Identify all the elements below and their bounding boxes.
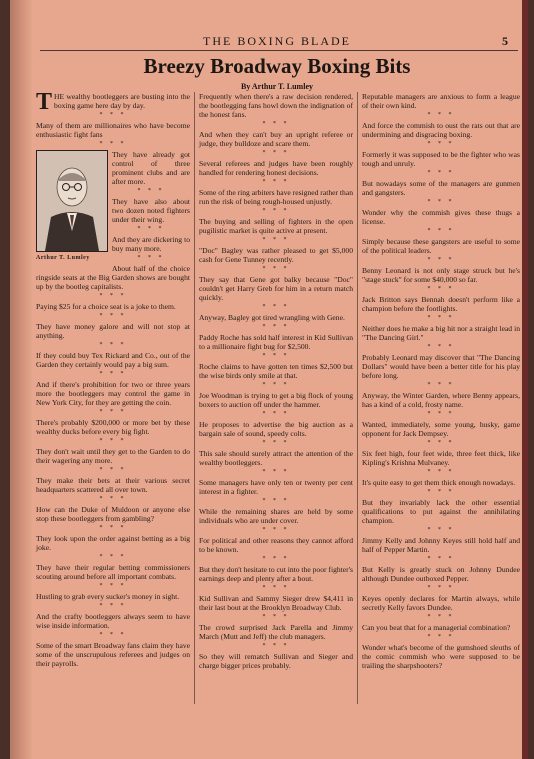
paragraph: For political and other reasons they cannot afford to be known. xyxy=(199,536,353,554)
paragraph: Paying $25 for a choice seat is a joke to them. xyxy=(36,302,176,311)
separator-stars: * * * xyxy=(427,382,455,388)
paragraph: There's probably $200,000 or more bet by these wealthy ducks before every big fight. xyxy=(36,418,190,436)
separator-stars: * * * xyxy=(427,440,455,446)
page-binding xyxy=(10,0,32,759)
paragraph: Some of the smart Broadway fans claim they have some of the unscrupulous referees and judges on their payrolls. xyxy=(36,641,190,668)
column-divider xyxy=(194,92,195,704)
separator-stars: * * * xyxy=(99,496,127,502)
separator-stars: * * * xyxy=(262,411,290,417)
column-1 xyxy=(36,89,190,670)
column-divider xyxy=(357,92,358,704)
separator-stars: * * * xyxy=(99,467,127,473)
paragraph: Several referees and judges have been roughly handled for rendering honest decisions. xyxy=(199,159,353,177)
paragraph: And if there's prohibition for two or three years more the bootleggers may control the game in New York City, for they are getting the coin. xyxy=(36,380,190,407)
separator-stars: * * * xyxy=(262,440,290,446)
paragraph: About half of the choice ringside seats at the Big Garden shows are bought up by the bootleg capitalists. xyxy=(36,264,190,291)
separator-stars: * * * xyxy=(99,313,127,319)
separator-stars: * * * xyxy=(427,199,455,205)
paragraph: It's quite easy to get them thick enough nowadays. xyxy=(362,478,515,487)
paragraph: Six feet high, four feet wide, three feet thick, like Kipling's Krishna Mulvaney. xyxy=(362,449,520,467)
article-title: Breezy Broadway Boxing Bits xyxy=(143,54,411,78)
paragraph: They have also about two dozen noted fighters under their wing. xyxy=(112,197,190,224)
separator-stars: * * * xyxy=(99,342,127,348)
paragraph: They make their bets at their various secret headquarters scattered all over town. xyxy=(36,476,190,494)
paragraph: Many of them are millionaires who have become enthusiastic fight fans xyxy=(36,121,190,139)
paragraph: Anyway, Bagley got tired wrangling with Gene. xyxy=(199,313,345,322)
paragraph: "Doc" Bagley was rather pleased to get $5,000 cash for Gene Tunney recently. xyxy=(199,246,353,264)
separator-stars: * * * xyxy=(99,603,127,609)
author-photo-block xyxy=(36,150,108,263)
header-rule xyxy=(40,50,518,51)
separator-stars: * * * xyxy=(427,556,455,562)
separator-stars: * * * xyxy=(99,409,127,415)
opening-paragraph xyxy=(36,89,190,115)
paragraph: Wanted, immediately, some young, husky, game opponent for Jack Dempsey. xyxy=(362,420,520,438)
separator-stars: * * * xyxy=(427,112,455,118)
column-3 xyxy=(362,92,520,672)
paragraph: And force the commish to oust the rats out that are undermining and disgracing boxing. xyxy=(362,121,520,139)
paragraph: They look upon the order against betting as a big joke. xyxy=(36,534,190,552)
separator-stars: * * * xyxy=(262,498,290,504)
separator-stars: * * * xyxy=(99,438,127,444)
separator-stars: * * * xyxy=(137,255,165,261)
paragraph: Frequently when there's a raw decision rendered, the bootlegging fans howl down the indignation of the honest fans. xyxy=(199,92,353,119)
column-1-rest xyxy=(36,264,190,668)
paragraph: Benny Leonard is not only stage struck but he's "stage stuck" for some $40,000 so far. xyxy=(362,266,520,284)
paragraph: So they will rematch Sullivan and Sieger and charge bigger prices probably. xyxy=(199,652,353,670)
separator-stars: * * * xyxy=(137,188,165,194)
page-number: 5 xyxy=(502,34,510,48)
paragraph: Formerly it was supposed to be the fighter who was tough and unruly. xyxy=(362,150,520,168)
separator-stars: * * * xyxy=(262,353,290,359)
magazine-title: THE BOXING BLADE xyxy=(203,34,351,48)
paragraph: And they are dickering to buy many more. xyxy=(112,235,190,253)
separator-stars: * * * xyxy=(99,293,127,299)
separator-stars: * * * xyxy=(262,382,290,388)
separator-stars: * * * xyxy=(427,489,455,495)
separator-stars: * * * xyxy=(262,585,290,591)
paragraph: But they don't hesitate to cut into the poor fighter's earnings deep and plenty after a bout. xyxy=(199,565,353,583)
separator-stars: * * * xyxy=(262,266,290,272)
separator-stars: * * * xyxy=(427,228,455,234)
paragraph: Probably Leonard may discover that "The Dancing Dollars" would have been a better title for his play before long. xyxy=(362,353,520,380)
separator-stars: * * * xyxy=(137,226,165,232)
paragraph: Some of the ring arbiters have resigned rather than run the risk of being rough-housed unjustly. xyxy=(199,188,353,206)
paragraph: Joe Woodman is trying to get a big flock of young boxers to auction off under the hammer. xyxy=(199,391,353,409)
paragraph: Keyes openly declares for Martin always, while secretly Kelly favors Dundee. xyxy=(362,594,520,612)
paragraph: Anyway, the Winter Garden, where Benny appears, has a kind of a cold, frosty name. xyxy=(362,391,520,409)
paragraph: Hustling to grab every sucker's money in sight. xyxy=(36,592,180,601)
separator-stars: * * * xyxy=(262,324,290,330)
paragraph: They have money galore and will not stop at anything. xyxy=(36,322,190,340)
book-edge xyxy=(522,0,528,759)
paragraph: Neither does he make a big hit nor a straight lead in "The Dancing Girl." xyxy=(362,324,520,342)
separator-stars: * * * xyxy=(262,527,290,533)
paragraph: Kid Sullivan and Sammy Sieger drew $4,411 in their last bout at the Brooklyn Broadway Club. xyxy=(199,594,353,612)
separator-stars: * * * xyxy=(427,411,455,417)
drop-cap: T xyxy=(36,89,53,115)
paragraph: Reputable managers are anxious to form a league of their own kind. xyxy=(362,92,520,110)
separator-stars: * * * xyxy=(427,257,455,263)
paragraph: This sale should surely attract the attention of the wealthy bootleggers. xyxy=(199,449,353,467)
separator-stars: * * * xyxy=(262,150,290,156)
separator-stars: * * * xyxy=(99,371,127,377)
column-2 xyxy=(199,92,353,672)
separator-stars: * * * xyxy=(427,614,455,620)
paragraph: Simply because these gangsters are useful to some of the political leaders. xyxy=(362,237,520,255)
separator-stars: * * * xyxy=(262,237,290,243)
separator-stars: * * * xyxy=(99,632,127,638)
separator-stars: * * * xyxy=(427,527,455,533)
paragraph: Jimmy Kelly and Johnny Keyes still hold half and half of Pepper Martin. xyxy=(362,536,520,554)
paragraph: They have their regular betting commissioners scouting around before all important combats. xyxy=(36,563,190,581)
paragraph: HE wealthy bootleggers are busting into the boxing game here day by day. xyxy=(54,92,190,110)
photo-caption: Arthur T. Lumley xyxy=(36,255,90,261)
portrait-illustration xyxy=(37,151,107,251)
paragraph: But Kelly is greatly stuck on Johnny Dundee although Dundee outboxed Pepper. xyxy=(362,565,520,583)
author-portrait xyxy=(36,150,108,252)
separator-stars: * * * xyxy=(99,525,127,531)
separator-stars: * * * xyxy=(427,286,455,292)
paragraph: But they invariably lack the other essential qualifications to put against the annihilating champion. xyxy=(362,498,520,525)
separator-stars: * * * xyxy=(99,554,127,560)
paragraph: If they could buy Tex Rickard and Co., out of the Garden they certainly would pay a big sum. xyxy=(36,351,190,369)
separator-stars: * * * xyxy=(262,643,290,649)
paragraph: Wonder what's become of the gumshoed sleuths of the comic commish who were supposed to be trailing the sharpshooters? xyxy=(362,643,520,670)
paragraph: Jack Britton says Bennah doesn't perform like a champion before the footlights. xyxy=(362,295,520,313)
separator-stars: * * * xyxy=(427,344,455,350)
paragraph: And when they can't buy an upright referee or judge, they bulldoze and scare them. xyxy=(199,130,353,148)
separator-stars: * * * xyxy=(262,121,290,127)
paragraph: Paddy Roche has sold half interest in Kid Sullivan to a millionaire fight bug for $2,500. xyxy=(199,333,353,351)
separator-stars: * * * xyxy=(99,583,127,589)
separator-stars: * * * xyxy=(427,315,455,321)
paragraph: He proposes to advertise the big auction as a bargain sale of sound, speedy colts. xyxy=(199,420,353,438)
separator-stars: * * * xyxy=(99,112,127,118)
separator-stars: * * * xyxy=(262,304,290,310)
paragraph: The crowd surprised Jack Parella and Jimmy March (Mutt and Jeff) the club managers. xyxy=(199,623,353,641)
separator-stars: * * * xyxy=(427,141,455,147)
separator-stars: * * * xyxy=(262,179,290,185)
paragraph: Can you beat that for a managerial combination? xyxy=(362,623,511,632)
separator-stars: * * * xyxy=(99,141,127,147)
paragraph: Some managers have only ten or twenty per cent interest in a fighter. xyxy=(199,478,353,496)
paragraph: They have already got control of three prominent clubs and are after more. xyxy=(112,150,190,186)
paragraph: They don't wait until they get to the Garden to do their wagering any more. xyxy=(36,447,190,465)
paragraph: The buying and selling of fighters in the open pugilistic market is quite active at present. xyxy=(199,217,353,235)
separator-stars: * * * xyxy=(427,170,455,176)
paragraph: But nowadays some of the managers are gunmen and gangsters. xyxy=(362,179,520,197)
separator-stars: * * * xyxy=(262,469,290,475)
separator-stars: * * * xyxy=(262,556,290,562)
separator-stars: * * * xyxy=(427,634,455,640)
paragraph: Wonder why the commish gives these thugs a license. xyxy=(362,208,520,226)
magazine-page xyxy=(10,0,528,759)
paragraph: Roche claims to have gotten ten times $2,500 but the wise birds only smile at that. xyxy=(199,362,353,380)
separator-stars: * * * xyxy=(427,585,455,591)
separator-stars: * * * xyxy=(262,614,290,620)
paragraph: While the remaining shares are held by some individuals who are under cover. xyxy=(199,507,353,525)
paragraph: And the crafty bootleggers always seem to have wise inside information. xyxy=(36,612,190,630)
paragraph: How can the Duke of Muldoon or anyone else stop these bootleggers from gambling? xyxy=(36,505,190,523)
separator-stars: * * * xyxy=(427,469,455,475)
separator-stars: * * * xyxy=(262,208,290,214)
paragraph: They say that Gene got balky because "Doc" couldn't get Harry Greb for him in a return match quickly. xyxy=(199,275,353,302)
article-byline: By Arthur T. Lumley xyxy=(240,82,313,91)
